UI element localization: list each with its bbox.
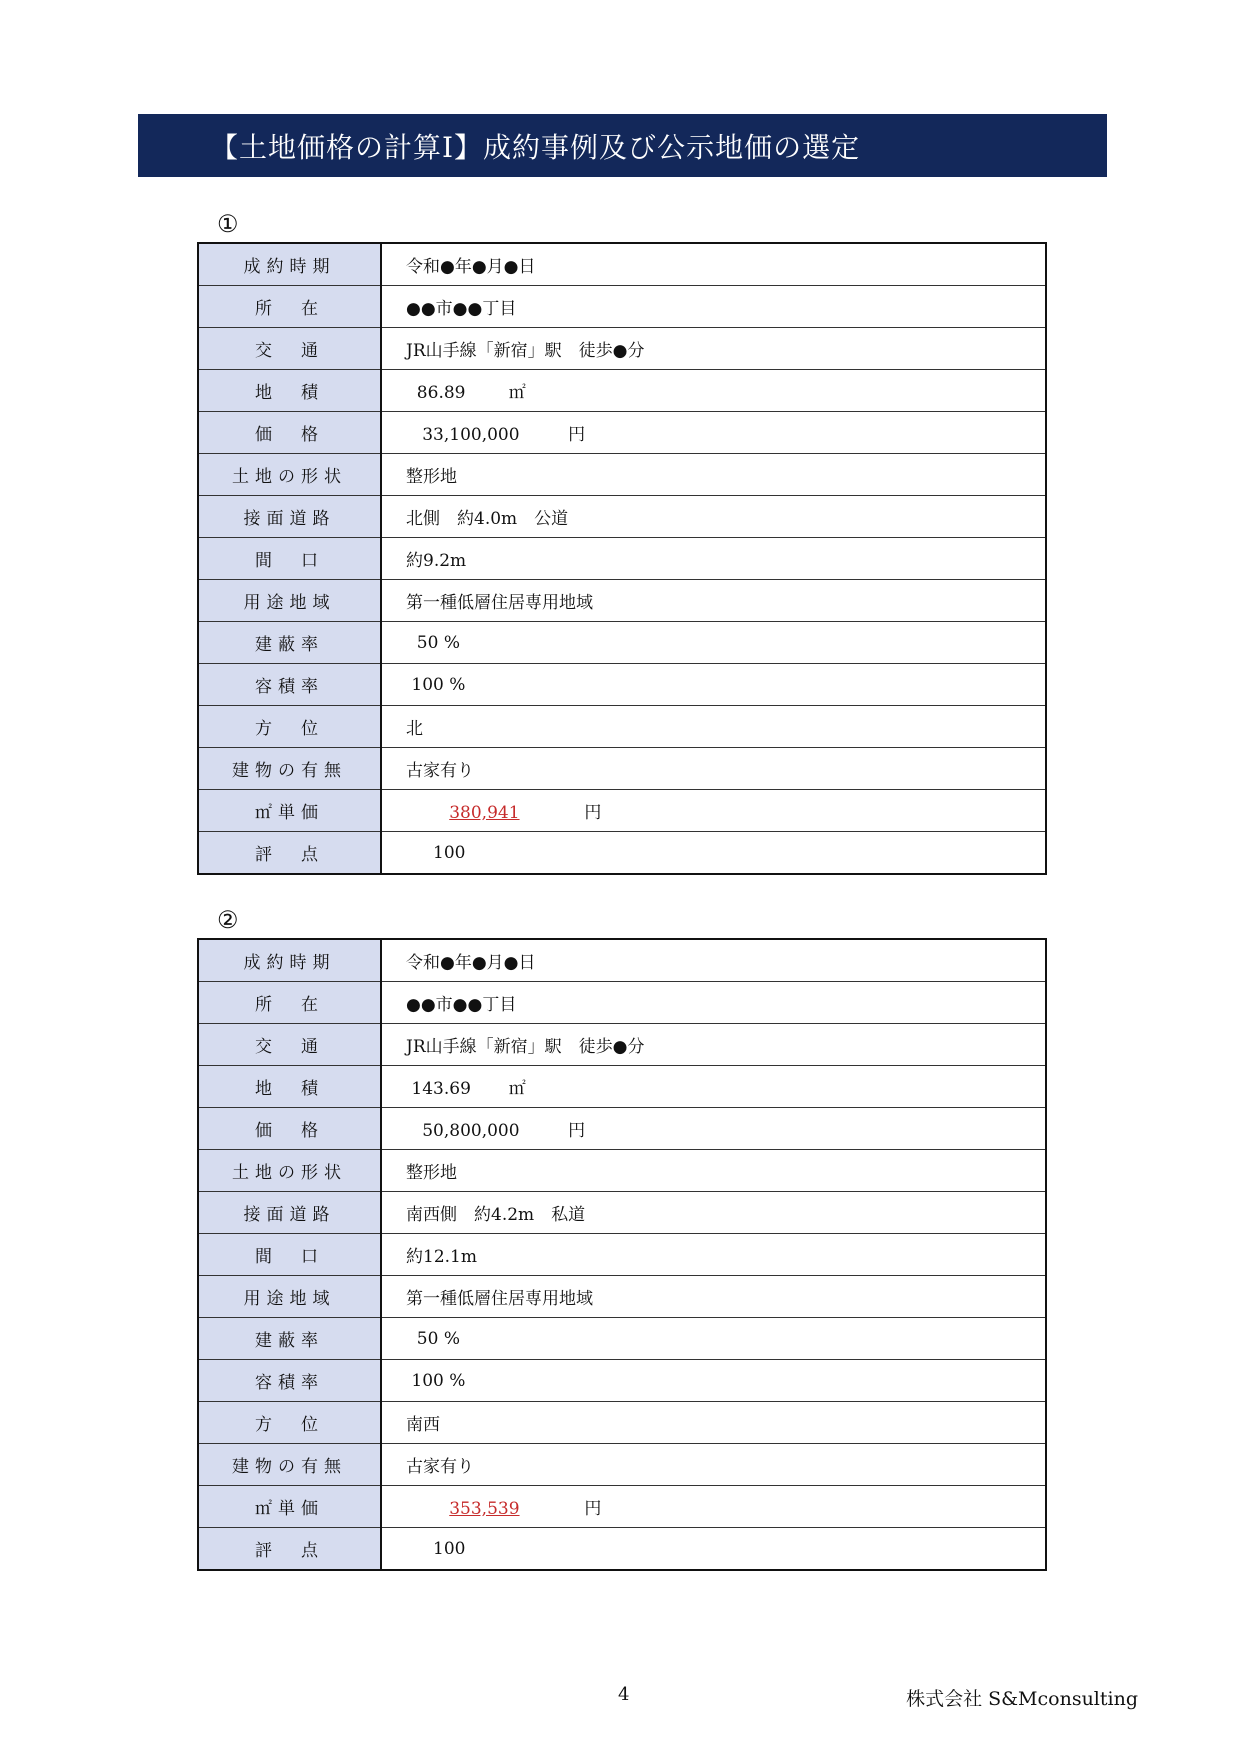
shape-value: 整形地 bbox=[381, 1150, 1046, 1192]
row-label: 間 口 bbox=[198, 1234, 381, 1276]
road-value: 南西側 約4.2m 私道 bbox=[381, 1192, 1046, 1234]
table-row bbox=[198, 1528, 1046, 1571]
row-label: 地 積 bbox=[198, 1066, 381, 1108]
row-label: 所 在 bbox=[198, 286, 381, 328]
unit-price-suffix: 円 bbox=[584, 1499, 602, 1519]
table-row bbox=[198, 748, 1046, 790]
unit-price-value: 353,539 bbox=[449, 1499, 520, 1519]
company-name: 株式会社 S&Mconsulting bbox=[906, 1688, 1138, 1710]
score-cell bbox=[381, 832, 1046, 875]
page-title: 【土地価格の計算Ⅰ】成約事例及び公示地価の選定 bbox=[138, 114, 1107, 177]
table-row bbox=[198, 622, 1046, 664]
score-cell bbox=[381, 1528, 1046, 1571]
area-value: 143.69 ㎡ bbox=[381, 1066, 1046, 1108]
table-row bbox=[198, 243, 1046, 286]
row-label: 方 位 bbox=[198, 1402, 381, 1444]
table-row bbox=[198, 1402, 1046, 1444]
score-value: 100 bbox=[433, 842, 466, 863]
row-label: 価 格 bbox=[198, 412, 381, 454]
unit-price-value: 380,941 bbox=[449, 803, 520, 823]
direction-value: 北 bbox=[381, 706, 1046, 748]
shape-value: 整形地 bbox=[381, 454, 1046, 496]
row-label: 建物の有無 bbox=[198, 748, 381, 790]
unit-price-suffix: 円 bbox=[584, 803, 602, 823]
case-number: ② bbox=[217, 906, 239, 934]
row-label: 接面道路 bbox=[198, 496, 381, 538]
table-row bbox=[198, 982, 1046, 1024]
table-row bbox=[198, 412, 1046, 454]
location-value: ●●市●●丁目 bbox=[381, 982, 1046, 1024]
case-table-1 bbox=[197, 242, 1047, 875]
zoning-value: 第一種低層住居専用地域 bbox=[381, 580, 1046, 622]
coverage-value: 50 % bbox=[381, 622, 1046, 664]
row-label: 接面道路 bbox=[198, 1192, 381, 1234]
road-value: 北側 約4.0m 公道 bbox=[381, 496, 1046, 538]
far-value: 100 % bbox=[381, 1360, 1046, 1402]
table-row bbox=[198, 790, 1046, 832]
table-row bbox=[198, 1192, 1046, 1234]
table-row bbox=[198, 1024, 1046, 1066]
table-row bbox=[198, 1108, 1046, 1150]
table-row bbox=[198, 370, 1046, 412]
table-row bbox=[198, 1360, 1046, 1402]
row-label: 容積率 bbox=[198, 664, 381, 706]
transport-value: JR山手線「新宿」駅 徒歩●分 bbox=[381, 328, 1046, 370]
row-label: 土地の形状 bbox=[198, 454, 381, 496]
unit-price-cell bbox=[381, 790, 1046, 832]
table-row bbox=[198, 706, 1046, 748]
row-label: 用途地域 bbox=[198, 580, 381, 622]
table-row bbox=[198, 1150, 1046, 1192]
table-row bbox=[198, 1066, 1046, 1108]
table-row bbox=[198, 1486, 1046, 1528]
unit-price-cell bbox=[381, 1486, 1046, 1528]
table-row bbox=[198, 454, 1046, 496]
page-number: 4 bbox=[618, 1684, 630, 1705]
table-row bbox=[198, 538, 1046, 580]
transport-value: JR山手線「新宿」駅 徒歩●分 bbox=[381, 1024, 1046, 1066]
table-row bbox=[198, 1276, 1046, 1318]
location-value: ●●市●●丁目 bbox=[381, 286, 1046, 328]
frontage-value: 約9.2m bbox=[381, 538, 1046, 580]
row-label: 建蔽率 bbox=[198, 1318, 381, 1360]
row-label: 交 通 bbox=[198, 328, 381, 370]
case-number: ① bbox=[217, 210, 239, 238]
far-value: 100 % bbox=[381, 664, 1046, 706]
row-label: 評 点 bbox=[198, 1528, 381, 1571]
row-label: 地 積 bbox=[198, 370, 381, 412]
case-table-2 bbox=[197, 938, 1047, 1571]
table-row bbox=[198, 1234, 1046, 1276]
row-label: 評 点 bbox=[198, 832, 381, 875]
coverage-value: 50 % bbox=[381, 1318, 1046, 1360]
row-label: 容積率 bbox=[198, 1360, 381, 1402]
row-label: ㎡単価 bbox=[198, 1486, 381, 1528]
table-row bbox=[198, 580, 1046, 622]
table-row bbox=[198, 832, 1046, 875]
row-label: 建蔽率 bbox=[198, 622, 381, 664]
row-label: 価 格 bbox=[198, 1108, 381, 1150]
row-label: 交 通 bbox=[198, 1024, 381, 1066]
case-section-2 bbox=[197, 902, 1047, 1571]
row-label: 成約時期 bbox=[198, 939, 381, 982]
table-row bbox=[198, 496, 1046, 538]
contract-date-value: 令和●年●月●日 bbox=[381, 243, 1046, 286]
row-label: 用途地域 bbox=[198, 1276, 381, 1318]
row-label: 建物の有無 bbox=[198, 1444, 381, 1486]
case-section-1 bbox=[197, 206, 1047, 875]
row-label: 方 位 bbox=[198, 706, 381, 748]
row-label: ㎡単価 bbox=[198, 790, 381, 832]
zoning-value: 第一種低層住居専用地域 bbox=[381, 1276, 1046, 1318]
price-value: 33,100,000 円 bbox=[381, 412, 1046, 454]
table-row bbox=[198, 328, 1046, 370]
score-value: 100 bbox=[433, 1538, 466, 1559]
table-row bbox=[198, 1318, 1046, 1360]
row-label: 間 口 bbox=[198, 538, 381, 580]
price-value: 50,800,000 円 bbox=[381, 1108, 1046, 1150]
contract-date-value: 令和●年●月●日 bbox=[381, 939, 1046, 982]
row-label: 土地の形状 bbox=[198, 1150, 381, 1192]
building-value: 古家有り bbox=[381, 748, 1046, 790]
frontage-value: 約12.1m bbox=[381, 1234, 1046, 1276]
area-value: 86.89 ㎡ bbox=[381, 370, 1046, 412]
direction-value: 南西 bbox=[381, 1402, 1046, 1444]
building-value: 古家有り bbox=[381, 1444, 1046, 1486]
table-row bbox=[198, 664, 1046, 706]
table-row bbox=[198, 1444, 1046, 1486]
row-label: 成約時期 bbox=[198, 243, 381, 286]
table-row bbox=[198, 939, 1046, 982]
table-row bbox=[198, 286, 1046, 328]
row-label: 所 在 bbox=[198, 982, 381, 1024]
